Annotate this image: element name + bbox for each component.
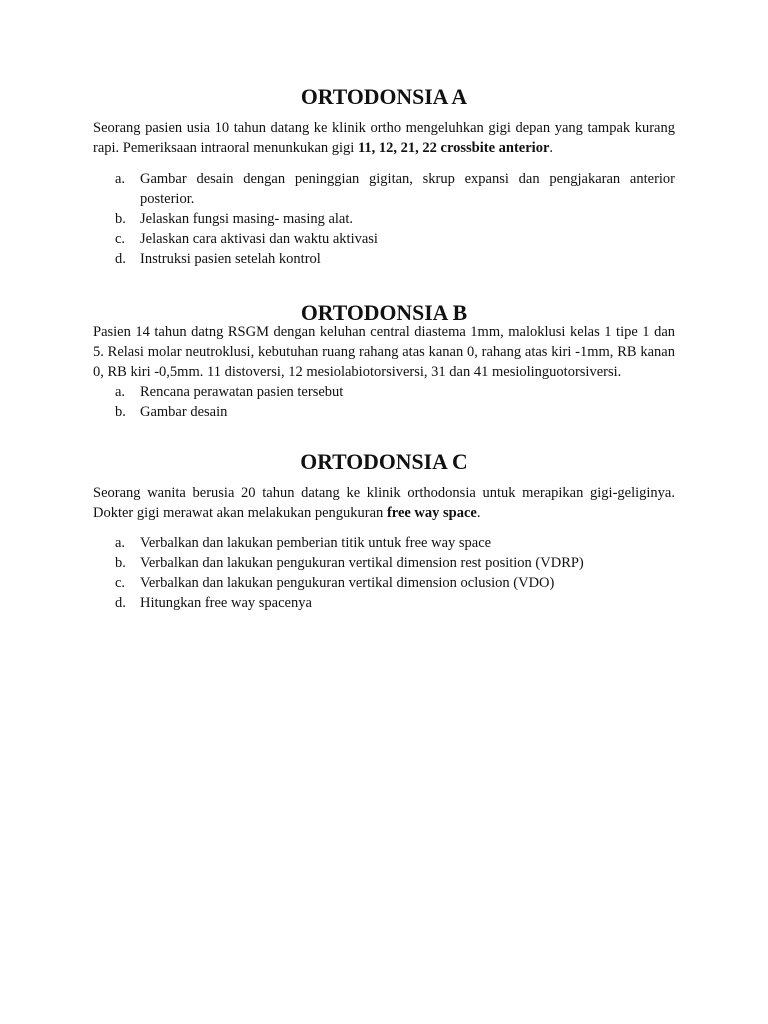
list-item (93, 593, 675, 613)
section-b-body (93, 322, 675, 422)
list-item-text: Instruksi pasien setelah kontrol (140, 251, 321, 267)
list-marker: b. (115, 211, 126, 227)
section-a-paragraph-end: . (549, 140, 554, 156)
list-marker: c. (115, 231, 126, 247)
list-item (93, 402, 675, 422)
section-c-paragraph (93, 483, 675, 523)
list-marker: a. (115, 171, 126, 187)
list-marker: d. (115, 595, 126, 611)
list-marker: b. (115, 555, 126, 571)
list-item (93, 249, 675, 269)
list-item-text: Verbalkan dan lakukan pengukuran vertikal dimension oclusion (VDO) (140, 575, 555, 591)
section-b-paragraph: Pasien 14 tahun datng RSGM dengan keluhan central diastema 1mm, maloklusi kelas 1 tipe 1 dan 5. Relasi molar neutroklusi, kebutuhan ruang rahang atas kanan 0, rahang atas kiri -1mm, RB kanan 0, RB kiri -0,5mm. 11 distoversi, 12 mesiolabiotorsiversi, 31 dan 41 mesiolinguotorsiversi. (93, 324, 675, 380)
list-item (93, 573, 675, 593)
list-item (93, 533, 675, 553)
section-a-title: ORTODONSIA A (300, 85, 468, 109)
list-item-text: Gambar desain dengan peninggian gigitan, skrup expansi dan pengjakaran anterior posterior. (140, 171, 675, 207)
list-item-text: Jelaskan cara aktivasi dan waktu aktivasi (140, 231, 378, 247)
list-item (93, 382, 675, 402)
list-item-text: Verbalkan dan lakukan pemberian titik untuk free way space (140, 535, 492, 551)
section-c-title: ORTODONSIA C (300, 450, 468, 474)
list-marker: a. (115, 384, 126, 400)
section-b-title: ORTODONSIA B (300, 301, 468, 325)
list-marker: d. (115, 251, 126, 267)
list-item (93, 553, 675, 573)
list-item-text: Verbalkan dan lakukan pengukuran vertikal dimension rest position (VDRP) (140, 555, 584, 571)
list-item-text: Rencana perawatan pasien tersebut (140, 384, 344, 400)
list-marker: a. (115, 535, 126, 551)
section-b-list (93, 382, 675, 422)
list-item-text: Jelaskan fungsi masing- masing alat. (140, 211, 354, 227)
section-a-list (93, 169, 675, 269)
section-a-paragraph-bold: 11, 12, 21, 22 crossbite anterior (357, 140, 550, 156)
list-item (93, 209, 675, 229)
list-item (93, 229, 675, 249)
section-c-paragraph-bold: free way space (386, 505, 477, 521)
list-marker: b. (115, 404, 126, 420)
section-c-list (93, 533, 675, 613)
section-c-paragraph-text: Seorang wanita berusia 20 tahun datang ke klinik orthodonsia untuk merapikan gigi-geliginya. Dokter gigi merawat akan melakukan pengukuran (93, 485, 675, 521)
section-c-paragraph-end: . (476, 505, 481, 521)
list-item-text: Hitungkan free way spacenya (140, 595, 312, 611)
list-item (93, 169, 675, 209)
section-a-paragraph (93, 118, 675, 158)
list-item-text: Gambar desain (140, 404, 228, 420)
list-marker: c. (115, 575, 126, 591)
section-a-paragraph-text: Seorang pasien usia 10 tahun datang ke klinik ortho mengeluhkan gigi depan yang tampak kurang rapi. Pemeriksaan intraoral menunkukan gigi (93, 120, 675, 156)
